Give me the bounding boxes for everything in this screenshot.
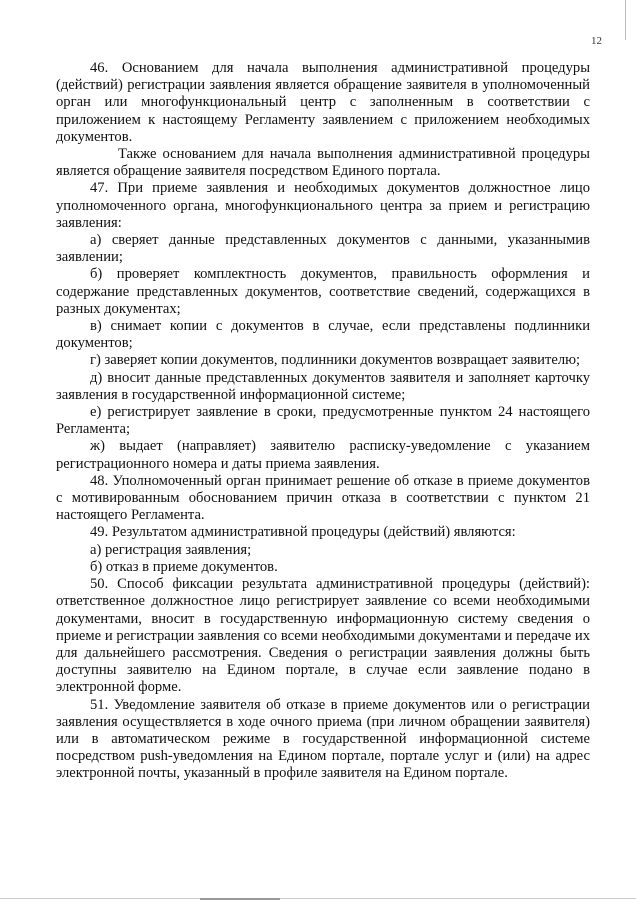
paragraph-47-item-b: б) проверяет комплектность документов, правильность оформления и содержание представленных документов, соответствие сведений, содержащихся в разных документах; [56,266,590,317]
scan-edge-line [625,0,626,40]
paragraph-48: 48. Уполномоченный орган принимает решение об отказе в приеме документов с мотивированным обоснованием причин отказа в соответствии с пунктом 21 настоящего Регламента. [56,472,590,524]
paragraph-49-item-a: а) регистрация заявления; [90,541,252,558]
scan-mark [200,898,280,900]
paragraph-47-item-d: д) вносит данные представленных документов заявителя и заполняет карточку заявления в государственной информационной системе; [56,369,590,403]
document-body [56,60,590,783]
paragraph-50: 50. Способ фиксации результата административной процедуры (действий): ответственное должностное лицо регистрирует заявление со всеми необходимыми документами, вносит в государственную информационную систему сведения о приеме и регистрации заявления со всеми необходимыми документами и передаче их для дальнейшего рассмотрения. Сведения о регистрации заявления должны быть доступны заявителю на Едином портале, в случае если заявление подано в электронной форме. [56,576,590,696]
paragraph-47-item-a: а) сверяет данные представленных документов с данными, указаннымив заявлении; [56,232,590,266]
paragraph-46-also: Также основанием для начала выполнения административной процедуры является обращение заявителя посредством Единого портала. [56,146,590,180]
paragraph-47-item-v: в) снимает копии с документов в случае, если представлены подлинники документов; [56,318,590,352]
paragraph-51: 51. Уведомление заявителя об отказе в приеме документов или о регистрации заявления осуществляется в ходе очного приема (при личном обращении заявителя) или в автоматическом режиме в государственной информационной системе посредством push-уведомления на Едином портале, портале услуг и (или) на адрес электронной почты, указанный в профиле заявителя на Едином портале. [56,696,590,782]
scan-edge-bottom-line [0,898,636,899]
paragraph-49-item-b: б) отказ в приеме документов. [90,558,278,575]
paragraph-46: 46. Основанием для начала выполнения административной процедуры (действий) регистрации заявления является обращение заявителя в уполномоченный орган или многофункциональный центр с заполненным в соответствии с приложением к настоящему Регламенту заявлением с приложением необходимых документов. [56,60,590,145]
paragraph-47-item-g: г) заверяет копии документов, подлинники документов возвращает заявителю; [90,352,581,369]
paragraph-47: 47. При приеме заявления и необходимых документов должностное лицо уполномоченного органа, многофункционального центра за прием и регистрацию заявления: [56,180,590,231]
page-number: 12 [591,35,602,47]
paragraph-47-item-e: е) регистрирует заявление в сроки, предусмотренные пунктом 24 настоящего Регламента; [56,404,590,438]
paragraph-47-item-zh: ж) выдает (направляет) заявителю расписку-уведомление с указанием регистрационного номера и даты приема заявления. [56,438,590,472]
paragraph-49: 49. Результатом административной процедуры (действий) являются: [90,524,516,541]
